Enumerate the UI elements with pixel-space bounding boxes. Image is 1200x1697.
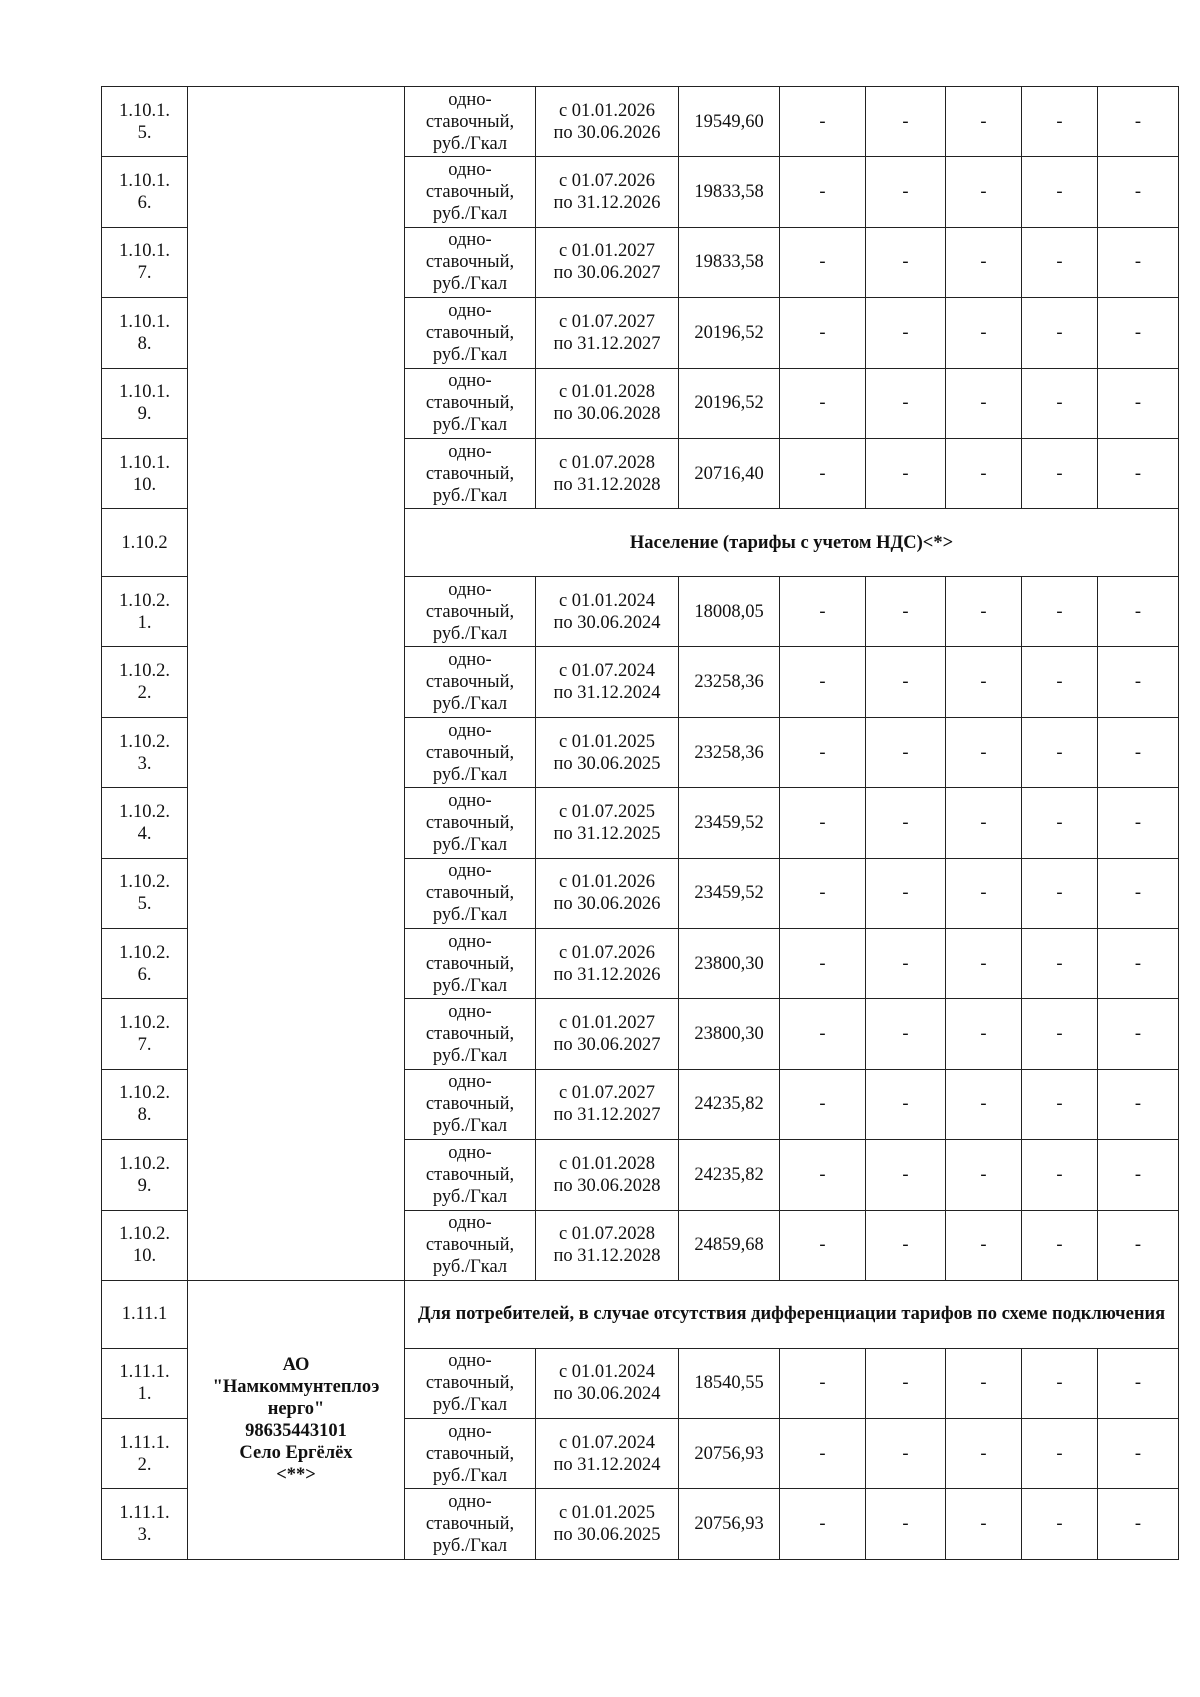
tariff-type-cell: одно- ставочный, руб./Гкал — [405, 577, 536, 647]
empty-value-cell: - — [780, 928, 866, 998]
period-cell: с 01.07.2028 по 31.12.2028 — [536, 438, 679, 508]
tariff-type-cell: одно- ставочный, руб./Гкал — [405, 1348, 536, 1418]
row-number-cell: 1.10.1. 9. — [102, 368, 188, 438]
empty-value-cell: - — [780, 298, 866, 368]
row-number-cell: 1.10.1. 6. — [102, 157, 188, 227]
empty-value-cell: - — [1098, 368, 1179, 438]
empty-value-cell: - — [1098, 1348, 1179, 1418]
empty-value-cell: - — [946, 788, 1022, 858]
empty-value-cell: - — [946, 1069, 1022, 1139]
tariff-type-cell: одно- ставочный, руб./Гкал — [405, 788, 536, 858]
tariff-value-cell: 19833,58 — [679, 227, 780, 297]
period-cell: с 01.07.2026 по 31.12.2026 — [536, 928, 679, 998]
empty-value-cell: - — [780, 1489, 866, 1559]
period-cell: с 01.01.2028 по 30.06.2028 — [536, 1140, 679, 1210]
empty-value-cell: - — [866, 87, 946, 157]
empty-value-cell: - — [946, 1418, 1022, 1488]
empty-value-cell: - — [866, 227, 946, 297]
empty-value-cell: - — [946, 577, 1022, 647]
tariff-type-cell: одно- ставочный, руб./Гкал — [405, 227, 536, 297]
empty-value-cell: - — [1022, 577, 1098, 647]
row-number-cell: 1.10.2. 1. — [102, 577, 188, 647]
empty-value-cell: - — [1022, 1069, 1098, 1139]
tariff-value-cell: 18540,55 — [679, 1348, 780, 1418]
row-number-cell: 1.10.2. 9. — [102, 1140, 188, 1210]
tariff-type-cell: одно- ставочный, руб./Гкал — [405, 928, 536, 998]
row-number-cell: 1.10.2. 5. — [102, 858, 188, 928]
tariff-table — [101, 86, 1179, 1560]
empty-value-cell: - — [946, 227, 1022, 297]
empty-value-cell: - — [866, 999, 946, 1069]
empty-value-cell: - — [780, 227, 866, 297]
period-cell: с 01.07.2024 по 31.12.2024 — [536, 647, 679, 717]
empty-value-cell: - — [780, 438, 866, 508]
empty-value-cell: - — [1022, 87, 1098, 157]
tariff-type-cell: одно- ставочный, руб./Гкал — [405, 1210, 536, 1280]
empty-value-cell: - — [1022, 928, 1098, 998]
empty-value-cell: - — [866, 928, 946, 998]
tariff-value-cell: 24859,68 — [679, 1210, 780, 1280]
row-number-cell: 1.10.2. 7. — [102, 999, 188, 1069]
empty-value-cell: - — [1098, 1418, 1179, 1488]
empty-value-cell: - — [946, 717, 1022, 787]
empty-value-cell: - — [1098, 438, 1179, 508]
empty-value-cell: - — [866, 1348, 946, 1418]
row-number-cell: 1.10.2. 3. — [102, 717, 188, 787]
tariff-value-cell: 23459,52 — [679, 858, 780, 928]
period-cell: с 01.07.2027 по 31.12.2027 — [536, 298, 679, 368]
empty-value-cell: - — [1098, 87, 1179, 157]
empty-value-cell: - — [780, 368, 866, 438]
section-title-cell: Для потребителей, в случае отсутствия дифференциации тарифов по схеме подключения — [405, 1280, 1179, 1348]
empty-value-cell: - — [780, 1069, 866, 1139]
empty-value-cell: - — [946, 1489, 1022, 1559]
period-cell: с 01.01.2027 по 30.06.2027 — [536, 999, 679, 1069]
empty-value-cell: - — [1098, 157, 1179, 227]
period-cell: с 01.01.2024 по 30.06.2024 — [536, 577, 679, 647]
empty-value-cell: - — [1098, 1489, 1179, 1559]
period-cell: с 01.01.2027 по 30.06.2027 — [536, 227, 679, 297]
tariff-type-cell: одно- ставочный, руб./Гкал — [405, 368, 536, 438]
period-cell: с 01.07.2027 по 31.12.2027 — [536, 1069, 679, 1139]
empty-value-cell: - — [946, 298, 1022, 368]
empty-value-cell: - — [1022, 227, 1098, 297]
row-number-cell: 1.11.1. 2. — [102, 1418, 188, 1488]
tariff-type-cell: одно- ставочный, руб./Гкал — [405, 87, 536, 157]
empty-value-cell: - — [946, 1140, 1022, 1210]
empty-value-cell: - — [946, 858, 1022, 928]
tariff-type-cell: одно- ставочный, руб./Гкал — [405, 1489, 536, 1559]
empty-value-cell: - — [866, 858, 946, 928]
tariff-value-cell: 18008,05 — [679, 577, 780, 647]
table-row — [102, 87, 1179, 157]
empty-value-cell: - — [866, 1418, 946, 1488]
empty-value-cell: - — [946, 368, 1022, 438]
empty-value-cell: - — [1022, 999, 1098, 1069]
empty-value-cell: - — [866, 368, 946, 438]
empty-value-cell: - — [1022, 788, 1098, 858]
section-number-cell: 1.10.2 — [102, 509, 188, 577]
period-cell: с 01.01.2026 по 30.06.2026 — [536, 87, 679, 157]
tariff-value-cell: 23258,36 — [679, 647, 780, 717]
empty-value-cell: - — [1022, 717, 1098, 787]
empty-value-cell: - — [1098, 788, 1179, 858]
empty-value-cell: - — [1022, 647, 1098, 717]
empty-value-cell: - — [1022, 1418, 1098, 1488]
empty-value-cell: - — [946, 999, 1022, 1069]
empty-value-cell: - — [780, 1210, 866, 1280]
empty-value-cell: - — [1022, 1348, 1098, 1418]
empty-value-cell: - — [1098, 1140, 1179, 1210]
empty-value-cell: - — [1098, 999, 1179, 1069]
tariff-type-cell: одно- ставочный, руб./Гкал — [405, 1069, 536, 1139]
tariff-value-cell: 24235,82 — [679, 1069, 780, 1139]
row-number-cell: 1.10.1. 10. — [102, 438, 188, 508]
tariff-value-cell: 20716,40 — [679, 438, 780, 508]
empty-value-cell: - — [1098, 298, 1179, 368]
row-number-cell: 1.11.1. 3. — [102, 1489, 188, 1559]
empty-value-cell: - — [866, 438, 946, 508]
tariff-value-cell: 19549,60 — [679, 87, 780, 157]
tariff-type-cell: одно- ставочный, руб./Гкал — [405, 647, 536, 717]
empty-value-cell: - — [1098, 1210, 1179, 1280]
empty-value-cell: - — [1098, 577, 1179, 647]
empty-value-cell: - — [946, 928, 1022, 998]
empty-value-cell: - — [1098, 928, 1179, 998]
empty-value-cell: - — [780, 157, 866, 227]
row-number-cell: 1.10.2. 2. — [102, 647, 188, 717]
empty-value-cell: - — [866, 1210, 946, 1280]
row-number-cell: 1.10.2. 8. — [102, 1069, 188, 1139]
tariff-value-cell: 24235,82 — [679, 1140, 780, 1210]
empty-value-cell: - — [1022, 157, 1098, 227]
empty-value-cell: - — [946, 87, 1022, 157]
period-cell: с 01.01.2025 по 30.06.2025 — [536, 717, 679, 787]
period-cell: с 01.01.2024 по 30.06.2024 — [536, 1348, 679, 1418]
empty-value-cell: - — [866, 577, 946, 647]
empty-value-cell: - — [1022, 1489, 1098, 1559]
empty-value-cell: - — [1098, 227, 1179, 297]
tariff-value-cell: 23258,36 — [679, 717, 780, 787]
empty-value-cell: - — [1022, 1140, 1098, 1210]
section-header-row — [102, 1280, 1179, 1348]
empty-value-cell: - — [866, 157, 946, 227]
empty-value-cell: - — [1022, 368, 1098, 438]
section-title-cell: Население (тарифы с учетом НДС)<*> — [405, 509, 1179, 577]
tariff-value-cell: 20756,93 — [679, 1418, 780, 1488]
period-cell: с 01.01.2028 по 30.06.2028 — [536, 368, 679, 438]
empty-value-cell: - — [1022, 1210, 1098, 1280]
empty-value-cell: - — [780, 717, 866, 787]
tariff-type-cell: одно- ставочный, руб./Гкал — [405, 717, 536, 787]
tariff-type-cell: одно- ставочный, руб./Гкал — [405, 157, 536, 227]
tariff-type-cell: одно- ставочный, руб./Гкал — [405, 858, 536, 928]
period-cell: с 01.07.2028 по 31.12.2028 — [536, 1210, 679, 1280]
row-number-cell: 1.10.1. 7. — [102, 227, 188, 297]
organization-cell-blank — [188, 87, 405, 1281]
period-cell: с 01.07.2024 по 31.12.2024 — [536, 1418, 679, 1488]
empty-value-cell: - — [946, 647, 1022, 717]
empty-value-cell: - — [946, 157, 1022, 227]
empty-value-cell: - — [780, 1418, 866, 1488]
empty-value-cell: - — [780, 87, 866, 157]
row-number-cell: 1.11.1. 1. — [102, 1348, 188, 1418]
empty-value-cell: - — [1098, 717, 1179, 787]
empty-value-cell: - — [866, 717, 946, 787]
period-cell: с 01.07.2026 по 31.12.2026 — [536, 157, 679, 227]
empty-value-cell: - — [1098, 647, 1179, 717]
row-number-cell: 1.10.1. 8. — [102, 298, 188, 368]
empty-value-cell: - — [780, 647, 866, 717]
empty-value-cell: - — [866, 647, 946, 717]
empty-value-cell: - — [946, 1348, 1022, 1418]
row-number-cell: 1.10.2. 10. — [102, 1210, 188, 1280]
period-cell: с 01.01.2025 по 30.06.2025 — [536, 1489, 679, 1559]
empty-value-cell: - — [780, 999, 866, 1069]
row-number-cell: 1.10.1. 5. — [102, 87, 188, 157]
section-number-cell: 1.11.1 — [102, 1280, 188, 1348]
empty-value-cell: - — [866, 298, 946, 368]
tariff-value-cell: 23800,30 — [679, 928, 780, 998]
tariff-value-cell: 23459,52 — [679, 788, 780, 858]
row-number-cell: 1.10.2. 6. — [102, 928, 188, 998]
tariff-type-cell: одно- ставочный, руб./Гкал — [405, 438, 536, 508]
empty-value-cell: - — [780, 1348, 866, 1418]
empty-value-cell: - — [866, 1489, 946, 1559]
tariff-value-cell: 20756,93 — [679, 1489, 780, 1559]
empty-value-cell: - — [946, 1210, 1022, 1280]
empty-value-cell: - — [780, 577, 866, 647]
empty-value-cell: - — [866, 1140, 946, 1210]
tariff-value-cell: 20196,52 — [679, 368, 780, 438]
empty-value-cell: - — [780, 1140, 866, 1210]
tariff-value-cell: 23800,30 — [679, 999, 780, 1069]
empty-value-cell: - — [866, 1069, 946, 1139]
tariff-type-cell: одно- ставочный, руб./Гкал — [405, 1418, 536, 1488]
empty-value-cell: - — [946, 438, 1022, 508]
empty-value-cell: - — [1098, 858, 1179, 928]
tariff-value-cell: 19833,58 — [679, 157, 780, 227]
period-cell: с 01.07.2025 по 31.12.2025 — [536, 788, 679, 858]
tariff-type-cell: одно- ставочный, руб./Гкал — [405, 1140, 536, 1210]
empty-value-cell: - — [780, 788, 866, 858]
empty-value-cell: - — [1022, 858, 1098, 928]
tariff-value-cell: 20196,52 — [679, 298, 780, 368]
period-cell: с 01.01.2026 по 30.06.2026 — [536, 858, 679, 928]
empty-value-cell: - — [780, 858, 866, 928]
tariff-type-cell: одно- ставочный, руб./Гкал — [405, 298, 536, 368]
empty-value-cell: - — [1098, 1069, 1179, 1139]
empty-value-cell: - — [866, 788, 946, 858]
tariff-table-body — [102, 87, 1179, 1560]
tariff-type-cell: одно- ставочный, руб./Гкал — [405, 999, 536, 1069]
row-number-cell: 1.10.2. 4. — [102, 788, 188, 858]
organization-cell: АО "Намкоммунтеплоэ нерго" 98635443101 Село Ергёлёх <**> — [188, 1280, 405, 1559]
empty-value-cell: - — [1022, 298, 1098, 368]
empty-value-cell: - — [1022, 438, 1098, 508]
